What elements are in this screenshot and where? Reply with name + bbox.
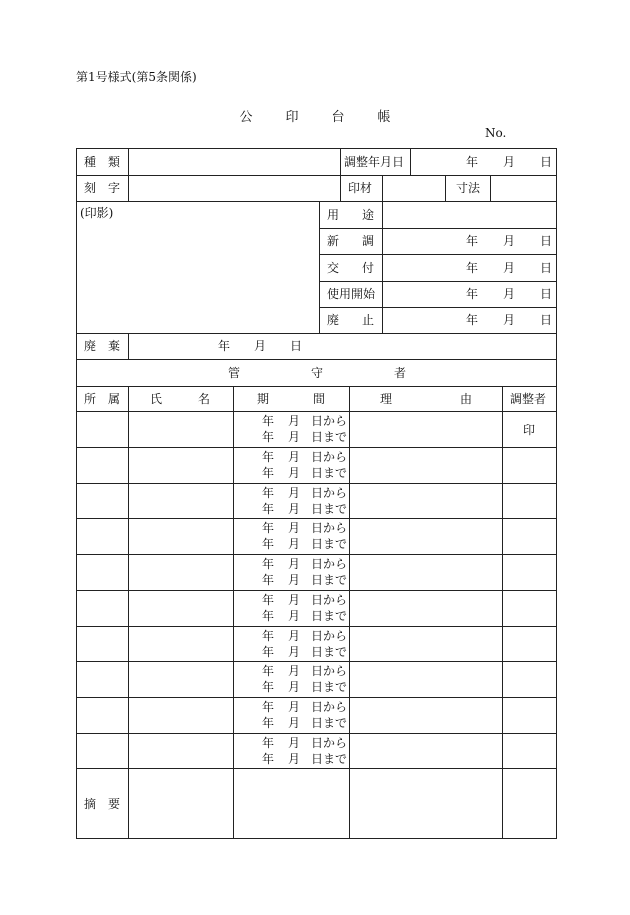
period-from-day: 日から [311, 450, 348, 464]
period-from-day: 日から [311, 700, 348, 714]
period-to-year: 年 [262, 573, 275, 587]
adjust-date-label: 調整年月日 [344, 155, 405, 169]
date-day-unit: 日 [290, 339, 303, 353]
period-to-month: 月 [288, 609, 301, 623]
date-month-unit: 月 [503, 313, 516, 327]
period-to-day: 日まで [311, 430, 348, 444]
label-char: 名 [197, 392, 210, 406]
label-char: 者 [393, 366, 406, 380]
title-char: 台 [331, 110, 345, 125]
date-day-unit: 日 [540, 234, 553, 248]
period-to-year: 年 [262, 752, 275, 766]
label-char: 廃 [84, 339, 97, 353]
usage-label [327, 208, 374, 222]
column-adjuster: 調整者 [510, 392, 547, 406]
label-char: 止 [361, 313, 374, 327]
period-from-month: 月 [288, 593, 301, 607]
label-char: 理 [380, 392, 393, 406]
kind-label [84, 155, 120, 169]
period-to-day: 日まで [311, 716, 348, 730]
period-from-year: 年 [262, 629, 275, 643]
label-char: 途 [361, 208, 374, 222]
label-char: 新 [327, 234, 340, 248]
period-to-day: 日まで [311, 680, 348, 694]
label-char: 刻 [84, 181, 97, 195]
period-from-day: 日から [311, 557, 348, 571]
date-day-unit: 日 [540, 155, 553, 169]
label-char: 棄 [107, 339, 120, 353]
label-char: 由 [459, 392, 472, 406]
period-from-day: 日から [311, 664, 348, 678]
period-to-day: 日まで [311, 466, 348, 480]
period-to-day: 日まで [311, 573, 348, 587]
period-from-day: 日から [311, 486, 348, 500]
date-month-unit: 月 [254, 339, 267, 353]
period-from-year: 年 [262, 557, 275, 571]
period-from-month: 月 [288, 557, 301, 571]
size-label: 寸法 [456, 181, 481, 195]
period-to-month: 月 [288, 716, 301, 730]
period-to-day: 日まで [311, 645, 348, 659]
abolition-label [327, 313, 374, 327]
label-char: 守 [310, 366, 323, 380]
period-to-year: 年 [262, 466, 275, 480]
period-to-year: 年 [262, 537, 275, 551]
period-to-year: 年 [262, 680, 275, 694]
date-day-unit: 日 [540, 261, 553, 275]
use-start-label: 使用開始 [327, 287, 376, 301]
impression-label: (印影) [80, 206, 114, 220]
date-day-unit: 日 [540, 313, 553, 327]
period-to-day: 日まで [311, 752, 348, 766]
period-from-year: 年 [262, 664, 275, 678]
label-char: 交 [327, 261, 340, 275]
period-to-month: 月 [288, 752, 301, 766]
period-from-year: 年 [262, 700, 275, 714]
period-from-month: 月 [288, 736, 301, 750]
date-month-unit: 月 [503, 287, 516, 301]
period-to-month: 月 [288, 573, 301, 587]
period-to-day: 日まで [311, 609, 348, 623]
period-to-month: 月 [288, 466, 301, 480]
period-from-month: 月 [288, 521, 301, 535]
period-from-year: 年 [262, 486, 275, 500]
date-year-unit: 年 [466, 313, 479, 327]
title-char: 印 [285, 110, 299, 125]
period-to-month: 月 [288, 645, 301, 659]
label-char: 廃 [327, 313, 340, 327]
period-from-day: 日から [311, 629, 348, 643]
column-period [257, 392, 325, 406]
date-year-unit: 年 [466, 155, 479, 169]
label-char: 管 [228, 366, 241, 380]
label-char: 類 [107, 155, 120, 169]
period-to-year: 年 [262, 502, 275, 516]
title-char: 公 [239, 110, 253, 125]
date-month-unit: 月 [503, 155, 516, 169]
label-char: 付 [361, 261, 374, 275]
date-year-unit: 年 [466, 287, 479, 301]
label-char: 摘 [84, 797, 97, 811]
period-to-year: 年 [262, 645, 275, 659]
label-char: 要 [107, 797, 120, 811]
column-name [150, 392, 210, 406]
label-char: 属 [107, 392, 120, 406]
column-reason [380, 392, 472, 406]
page-title [200, 106, 430, 125]
label-char: 調 [361, 234, 374, 248]
column-affiliation [84, 392, 120, 406]
period-to-month: 月 [288, 680, 301, 694]
period-to-day: 日まで [311, 502, 348, 516]
period-from-month: 月 [288, 414, 301, 428]
period-from-day: 日から [311, 593, 348, 607]
seal-mark: 印 [523, 423, 536, 437]
label-char: 所 [84, 392, 97, 406]
date-year-unit: 年 [466, 234, 479, 248]
period-from-day: 日から [311, 736, 348, 750]
date-year-unit: 年 [218, 339, 231, 353]
period-from-year: 年 [262, 736, 275, 750]
period-from-year: 年 [262, 521, 275, 535]
period-to-month: 月 [288, 502, 301, 516]
period-from-year: 年 [262, 450, 275, 464]
period-to-day: 日まで [311, 537, 348, 551]
material-label: 印材 [348, 181, 373, 195]
label-char: 氏 [150, 392, 163, 406]
period-to-month: 月 [288, 430, 301, 444]
period-from-month: 月 [288, 664, 301, 678]
period-to-month: 月 [288, 537, 301, 551]
period-to-year: 年 [262, 716, 275, 730]
date-year-unit: 年 [466, 261, 479, 275]
period-from-month: 月 [288, 629, 301, 643]
period-to-year: 年 [262, 609, 275, 623]
date-month-unit: 月 [503, 261, 516, 275]
form-label: 第1号様式(第5条関係) [76, 70, 197, 84]
new-make-label [327, 234, 374, 248]
period-from-month: 月 [288, 486, 301, 500]
date-month-unit: 月 [503, 234, 516, 248]
label-char: 間 [312, 392, 325, 406]
disposal-label [84, 339, 120, 353]
issue-label [327, 261, 374, 275]
period-from-day: 日から [311, 521, 348, 535]
title-char: 帳 [377, 110, 391, 125]
period-from-day: 日から [311, 414, 348, 428]
label-char: 種 [84, 155, 97, 169]
period-from-month: 月 [288, 700, 301, 714]
period-from-year: 年 [262, 593, 275, 607]
period-from-month: 月 [288, 450, 301, 464]
custodian-header [228, 366, 406, 380]
period-from-year: 年 [262, 414, 275, 428]
remarks-label [84, 797, 120, 811]
period-to-year: 年 [262, 430, 275, 444]
label-char: 字 [107, 181, 120, 195]
date-day-unit: 日 [540, 287, 553, 301]
number-label: No. [485, 126, 507, 140]
label-char: 用 [327, 208, 340, 222]
engraving-label [84, 181, 120, 195]
label-char: 期 [257, 392, 270, 406]
